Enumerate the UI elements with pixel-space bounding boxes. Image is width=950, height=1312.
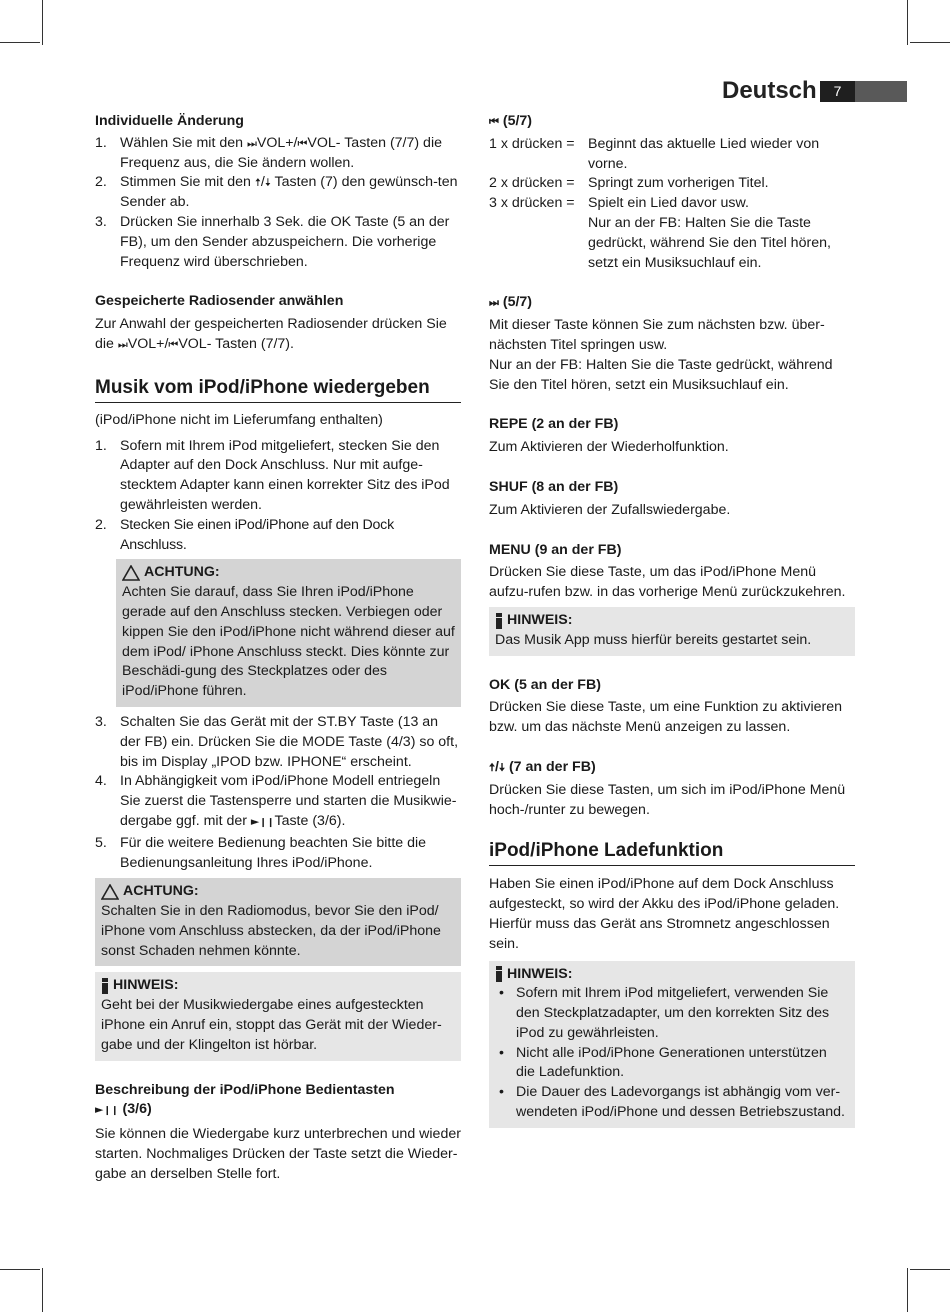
section-heading-musik: Musik vom iPod/iPhone wiedergeben — [95, 375, 461, 403]
shuf-title: SHUF (8 an der FB) — [489, 478, 619, 495]
left-column — [95, 112, 461, 1185]
list-item: 5. Für die weitere Bedienung beachten Sie bitte die Bedienungsanleitung Ihres iPod/iPhone. — [95, 834, 427, 871]
info-i-icon — [495, 966, 503, 982]
crop-mark — [0, 42, 40, 43]
page-number: 7 — [833, 83, 842, 99]
table-row: 3 x drücken = Spielt ein Lied davor usw. — [489, 195, 749, 212]
info-title: HINWEIS: — [507, 611, 573, 628]
lade-bullets — [495, 984, 849, 1123]
warning-text: Achten Sie darauf, dass Sie Ihren iPod/iPhone gerade auf den Anschluss stecken. Verbiegen oder kippen Sie den iPod/iPhone nicht während dieser auf dem iPod/ iPhone Anschluss steckt. Dies könnte zur Beschädi-gung des Steckplatzes oder des iPod/iPhone führen. — [122, 584, 455, 700]
list-item: • Die Dauer des Ladevorgangs ist abhängig vom ver-wendeten iPod/iPhone und dessen Betriebszustand. — [495, 1083, 849, 1123]
list-item: 4. In Abhängigkeit vom iPod/iPhone Modell entriegeln Sie zuerst die Tastensperre und starten die Musikwie-dergabe ggf. mit der ►❙❙Taste (3/6). — [95, 773, 457, 829]
skip-back-icon: ⏮ — [168, 337, 179, 351]
musik-steps — [95, 437, 461, 556]
next-text: Mit dieser Taste können Sie zum nächsten bzw. über-nächsten Titel springen usw. — [489, 317, 825, 353]
warning-triangle-icon — [101, 884, 119, 900]
list-item: • Nicht alle iPod/iPhone Generationen unterstützen die Ladefunktion. — [495, 1044, 849, 1084]
list-item: 2. Stecken Sie einen iPod/iPhone auf den Dock Anschluss. — [95, 516, 394, 553]
warning-box — [95, 878, 461, 966]
ok-text: Drücken Sie diese Taste, um eine Funktion zu aktivieren bzw. um das nächste Menü anzeigen zu lassen. — [489, 699, 843, 736]
repe-text: Zum Aktivieren der Wiederholfunktion. — [489, 439, 729, 456]
skip-forward-icon: ⏭ — [489, 296, 499, 310]
crop-mark — [907, 1268, 908, 1312]
page-number-bar-accent — [855, 81, 907, 102]
skip-back-icon: ⏮ — [297, 136, 308, 150]
crop-mark — [42, 0, 43, 45]
list-item: 3. Drücken Sie innerhalb 3 Sek. die OK Taste (5 an der FB), um den Sender abzuspeichern. Die vorherige Frequenz wird überschrieben. — [95, 213, 450, 270]
musik-note: (iPod/iPhone nicht im Lieferumfang enthalten) — [95, 411, 383, 428]
section-title-individuelle: Individuelle Änderung — [95, 113, 244, 129]
skip-forward-icon: ⏭ — [246, 136, 257, 150]
warning-box — [116, 559, 461, 707]
prev-key-title: ⏮ (5/7) — [489, 113, 533, 129]
info-title: HINWEIS: — [507, 965, 573, 982]
arrows-title: 🠅/🠇 (7 an der FB) — [489, 758, 596, 775]
crop-mark — [42, 1268, 43, 1312]
musik-steps-continued — [95, 713, 461, 873]
gespeichert-text: Zur Anwahl der gespeicherten Radiosender drücken Sie die ⏭VOL+/⏮VOL- Tasten (7/7). — [95, 316, 447, 352]
table-row: 1 x drücken = Beginnt das aktuelle Lied wieder von vorne. — [489, 135, 820, 172]
lade-text: Haben Sie einen iPod/iPhone auf dem Dock Anschluss aufgesteckt, so wird der Akku des iPod/iPhone geladen. Hierfür muss das Gerät ans Stromnetz angeschlossen sein. — [489, 876, 840, 952]
repe-title: REPE (2 an der FB) — [489, 416, 619, 433]
menu-title: MENU (9 an der FB) — [489, 541, 622, 558]
crop-mark — [907, 0, 908, 45]
up-arrow-icon: 🠅 — [489, 760, 496, 774]
down-arrow-icon: 🠇 — [498, 760, 506, 774]
prev-press-table — [489, 135, 855, 274]
section-title-beschreibung: Beschreibung der iPod/iPhone Bedientasten — [95, 1081, 395, 1098]
list-item: 3. Schalten Sie das Gerät mit der ST.BY Taste (13 an der FB) ein. Drücken Sie die MODE Taste (4/3) so oft, bis im Display „IPOD bzw. IPHONE“ erscheint. — [95, 713, 459, 770]
pause-icon: ❙❙ — [259, 817, 275, 828]
play-icon: ► — [95, 1103, 104, 1117]
skip-forward-icon: ⏭ — [117, 337, 128, 351]
list-item: 1. Wählen Sie mit den ⏭VOL+/⏮VOL- Tasten (7/7) die Frequenz aus, die Sie ändern wollen. — [95, 134, 442, 171]
list-item: 2. Stimmen Sie mit den 🠅/🠇 Tasten (7) den gewünsch-ten Sender ab. — [95, 174, 458, 211]
next-key-title: ⏭ (5/7) — [489, 294, 533, 311]
play-pause-key-title: ►❙❙ (3/6) — [95, 1101, 152, 1118]
warning-triangle-icon — [122, 565, 140, 581]
list-item: • Sofern mit Ihrem iPod mitgeliefert, verwenden Sie den Steckplatzadapter, um den korrekten Sitz des iPod zu gewährleisten. — [495, 984, 849, 1043]
info-i-icon — [495, 613, 503, 629]
up-arrow-icon: 🠅 — [254, 176, 261, 190]
crop-mark — [910, 1269, 950, 1270]
table-row: Nur an der FB: Halten Sie die Taste gedrückt, während Sie den Titel hören, setzt ein Musiksuchlauf ein. — [588, 214, 831, 271]
info-text: Geht bei der Musikwiedergabe eines aufgesteckten iPhone ein Anruf ein, stoppt das Gerät mit der Wieder-gabe und der Klingelton ist hörbar. — [101, 997, 442, 1053]
down-arrow-icon: 🠇 — [264, 176, 271, 190]
info-text: Das Musik App muss hierfür bereits gestartet sein. — [495, 631, 812, 648]
page-language-title: Deutsch — [722, 77, 817, 104]
warning-title: ACHTUNG: — [144, 564, 220, 581]
crop-mark — [0, 1269, 40, 1270]
ok-title: OK (5 an der FB) — [489, 676, 601, 693]
next-fb-note: Nur an der FB: Halten Sie die Taste gedrückt, während Sie den Titel hören, setzt ein Musiksuchlauf ein. — [489, 356, 833, 393]
arrows-text: Drücken Sie diese Tasten, um sich im iPod/iPhone Menü hoch-/runter zu bewegen. — [489, 781, 846, 818]
section-title-gespeichert: Gespeicherte Radiosender anwählen — [95, 293, 344, 310]
info-title: HINWEIS: — [113, 977, 179, 994]
section-heading-lade: iPod/iPhone Ladefunktion — [489, 838, 855, 866]
info-box — [489, 961, 855, 1128]
info-box — [95, 972, 461, 1060]
right-column — [489, 112, 855, 1128]
info-i-icon — [101, 978, 109, 994]
pause-icon: ❙❙ — [103, 1106, 119, 1117]
table-row: 2 x drücken = Springt zum vorherigen Titel. — [489, 175, 769, 192]
list-item: 1. Sofern mit Ihrem iPod mitgeliefert, stecken Sie den Adapter auf den Dock Anschluss. Nur mit aufge-stecktem Adapter kann einen korrekter Sitz des iPod gewährleisten werden. — [95, 437, 450, 513]
warning-title: ACHTUNG: — [123, 883, 199, 900]
play-icon: ► — [250, 814, 260, 828]
skip-back-icon: ⏮ — [489, 115, 499, 128]
warning-text: Schalten Sie in den Radiomodus, bevor Sie den iPod/ iPhone vom Anschluss abstecken, da der iPod/iPhone sonst Schaden nehmen könnte. — [101, 903, 441, 959]
beschreibung-text: Sie können die Wiedergabe kurz unterbrechen und wieder starten. Nochmaliges Drücken der Taste setzt die Wieder-gabe an derselben Stelle fort. — [95, 1126, 461, 1182]
crop-mark — [910, 42, 950, 43]
menu-text: Drücken Sie diese Taste, um das iPod/iPhone Menü aufzu-rufen bzw. in das vorherige Menü zurückzukehren. — [489, 564, 846, 601]
individuelle-steps — [95, 134, 461, 273]
shuf-text: Zum Aktivieren der Zufallswiedergabe. — [489, 501, 731, 518]
info-box — [489, 607, 855, 656]
